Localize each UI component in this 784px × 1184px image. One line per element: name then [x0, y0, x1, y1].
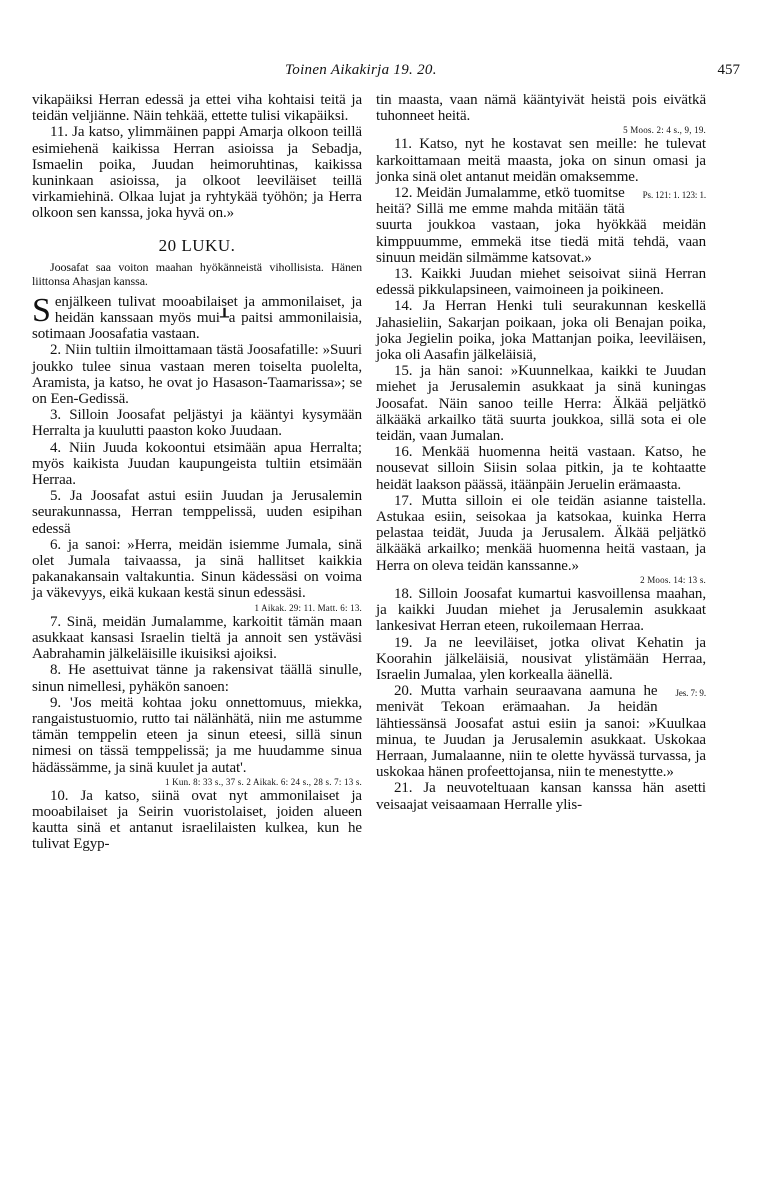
- cross-reference: 2 Moos. 14: 13 s.: [640, 574, 706, 585]
- cross-reference: 5 Moos. 2: 4 s., 9, 19.: [623, 125, 706, 136]
- verse-8: 8. He asettuivat tänne ja rakensivat täällä sinulle, sinun nimellesi, pyhäkön sanoen:: [32, 662, 362, 695]
- verse-1-text: enjälkeen tulivat mooabilaiset ja ammonilaiset, ja heidän kanssaan myös mui┸a paitsi ammonilaisia, sotimaan Joosafatia vastaan.: [32, 293, 362, 343]
- cross-reference: Ps. 121: 1. 123: 1.: [642, 190, 706, 201]
- chapter-heading: 20 LUKU.: [158, 235, 236, 255]
- verse-12-text: 12. Meidän Jumalamme, etkö tuomitse heitä? Sillä me emme mahda mitään tätä suurta joukkoa vastaan, joka hyökkää meidän kimppuumme, emmekä itse tiedä mitä tehdä, vaan sinuun meidän silmämme katsovat.»: [376, 185, 706, 266]
- running-title: Toinen Aikakirja 19. 20.: [285, 62, 437, 78]
- verse-7: 7. Sinä, meidän Jumalamme, karkoitit tämän maan asukkaat kansasi Israelin tieltä ja annoit sen ystäväsi Aabrahamin jälkeläisille ikuisiksi ajoiksi.: [32, 613, 362, 663]
- verse-21: 21. Ja neuvoteltuaan kansan kanssa hän asetti veisaajat veisaamaan Herralle ylis-: [376, 780, 706, 813]
- paragraph: vikapäiksi Herran edessä ja ettei viha kohtaisi teitä ja teidän veljiänne. Näin tehkää, ettette tulisi vikapäiksi.: [32, 92, 362, 125]
- verse-9: 9. 'Jos meitä kohtaa joku onnettomuus, miekka, rangaistustuomio, rutto tai nälänhätä, niin me astumme tämän temppelin eteen ja sinun eteesi, sillä sinun nimesi on tässä temppelissä; ja me huudamme sinua hädässämme, ja sinä kuulet ja autat'.: [32, 694, 362, 776]
- right-column: [376, 92, 706, 813]
- verse-15: 15. ja hän sanoi: »Kuunnelkaa, kaikki te Juudan miehet ja Jerusalemin asukkaat ja sinä kuningas Joosafat. Näin sanoo teille Herra: Älkää peljätkö älkääkä arkailko tätä suurta joukkoa, sillä sota ei ole teidän, vaan Jumalan.: [376, 363, 706, 445]
- verse-10: 10. Ja katso, siinä ovat nyt ammonilaiset ja mooabilaiset ja Seirin vuoristolaiset, joiden alueen kautta sinä et antanut israelilaisten kulkea, kun he tulivat Egyp-: [32, 787, 362, 853]
- paragraph: tin maasta, vaan nämä kääntyivät heistä pois eivätkä tuhonneet heitä.: [376, 92, 706, 125]
- verse-5: 5. Ja Joosafat astui esiin Juudan ja Jerusalemin seurakunnassa, Herran temppelissä, uuden esipihan edessä: [32, 488, 362, 537]
- cross-reference: 1 Aikak. 29: 11. Matt. 6: 13.: [254, 602, 362, 613]
- verse-3: 3. Silloin Joosafat peljästyi ja kääntyi kysymään Herralta ja kuulutti paaston koko Juudaan.: [32, 407, 362, 440]
- drop-cap: S: [32, 291, 51, 329]
- verse-1: [32, 291, 362, 343]
- verse-6: 6. ja sanoi: »Herra, meidän isiemme Jumala, sinä olet Jumala taivaassa, ja sinä hallitset kaikkia pakanakansain valtakuntia. Sinun kädessäsi on voima ja väkevyys, eikä kukaan kestä sinun edessäsi.: [32, 536, 362, 602]
- verse-20-text: 20. Mutta varhain seuraavana aamuna he menivät Tekoan erämaahan. Ja heidän lähtiessänsä Joosafat astui esiin ja sanoi: »Kuulkaa minua, te Juudan ja Jerusalemin asukkaat. Uskokaa Herraan, Jumalaanne, niin te olette hyvässä turvassa, ja uskokaa hänen profeettojansa, niin te menestytte.»: [376, 683, 706, 781]
- cross-reference: Jes. 7: 9.: [675, 688, 706, 699]
- cross-reference: 1 Kun. 8: 33 s., 37 s. 2 Aikak. 6: 24 s., 28 s. 7: 13 s.: [165, 776, 362, 787]
- verse-12: [376, 185, 706, 266]
- verse-16: 16. Menkää huomenna heitä vastaan. Katso, he nousevat silloin Siisin solaa pitkin, ja te kohtaatte heidät laakson päässä, itäänpäin Jeruelin erämaasta.: [376, 444, 706, 493]
- verse-4: 4. Niin Juuda kokoontui etsimään apua Herralta; myös kaikista Juudan kaupungeista tultiin etsimään Herraa.: [32, 439, 362, 489]
- verse-20: [376, 683, 706, 780]
- verse-17: 17. Mutta silloin ei ole teidän asianne taistella. Astukaa esiin, seisokaa ja katsokaa, kuinka Herra pelastaa teidät, Juuda ja Jerusalem. Älkää peljätkö älkääkä arkailko; menkää huomenna heitä vastaan, ja Herra on oleva teidän kanssanne.»: [376, 492, 706, 574]
- page-header: [0, 62, 784, 86]
- left-column: [32, 92, 362, 853]
- verse-2: 2. Niin tultiin ilmoittamaan tästä Joosafatille: »Suuri joukko tulee sinua vastaan meren toiselta puolelta, Aramista, ja katso, he ovat jo Hasason-Taamarissa»; se on Een-Gedissä.: [32, 342, 362, 408]
- verse-13: 13. Kaikki Juudan miehet seisoivat siinä Herran edessä pikkulapsineen, vaimoineen ja poikineen.: [376, 266, 706, 299]
- verse-11: 11. Ja katso, ylimmäinen pappi Amarja olkoon teillä esimiehenä kaikissa Herran asioissa ja Sebadja, Ismaelin poika, Juudan heimoruhtinas, kaikissa kuninkaan asioissa, ja olkoot leeviläiset teillä virkamiehinä. Olkaa lujat ja ryhtykää työhön; ja Herra olkoon sen kanssa, joka hyvä on.»: [32, 124, 362, 222]
- verse-18: 18. Silloin Joosafat kumartui kasvoillensa maahan, ja kaikki Juudan miehet ja Jerusalemin asukkaat lankesivat Herran eteen, rukoilemaan Herraa.: [376, 585, 706, 635]
- page-number: 457: [717, 62, 740, 78]
- verse-14: 14. Ja Herran Henki tuli seurakunnan keskellä Jahasieliin, Sakarjan poikaan, joka oli Benajan poika, joka Jegielin poika, joka Mattanjan poika, leeviläisen, joka oli Aasafin jälkeläisiä,: [376, 298, 706, 364]
- verse-19: 19. Ja ne leeviläiset, jotka olivat Kehatin ja Koorahin jälkeläisiä, nousivat ylistämään Herraa, Israelin Jumalaa, ylen korkealla äänellä.: [376, 634, 706, 683]
- chapter-summary: Joosafat saa voiton maahan hyökänneistä vihollisista. Hänen liittonsa Ahasjan kanssa.: [32, 259, 362, 288]
- verse-11: 11. Katso, nyt he kostavat sen meille: he tulevat karkoittamaan meitä maasta, joka on sinun omasi ja jonka sinä olet antanut meidän omaksemme.: [376, 136, 706, 185]
